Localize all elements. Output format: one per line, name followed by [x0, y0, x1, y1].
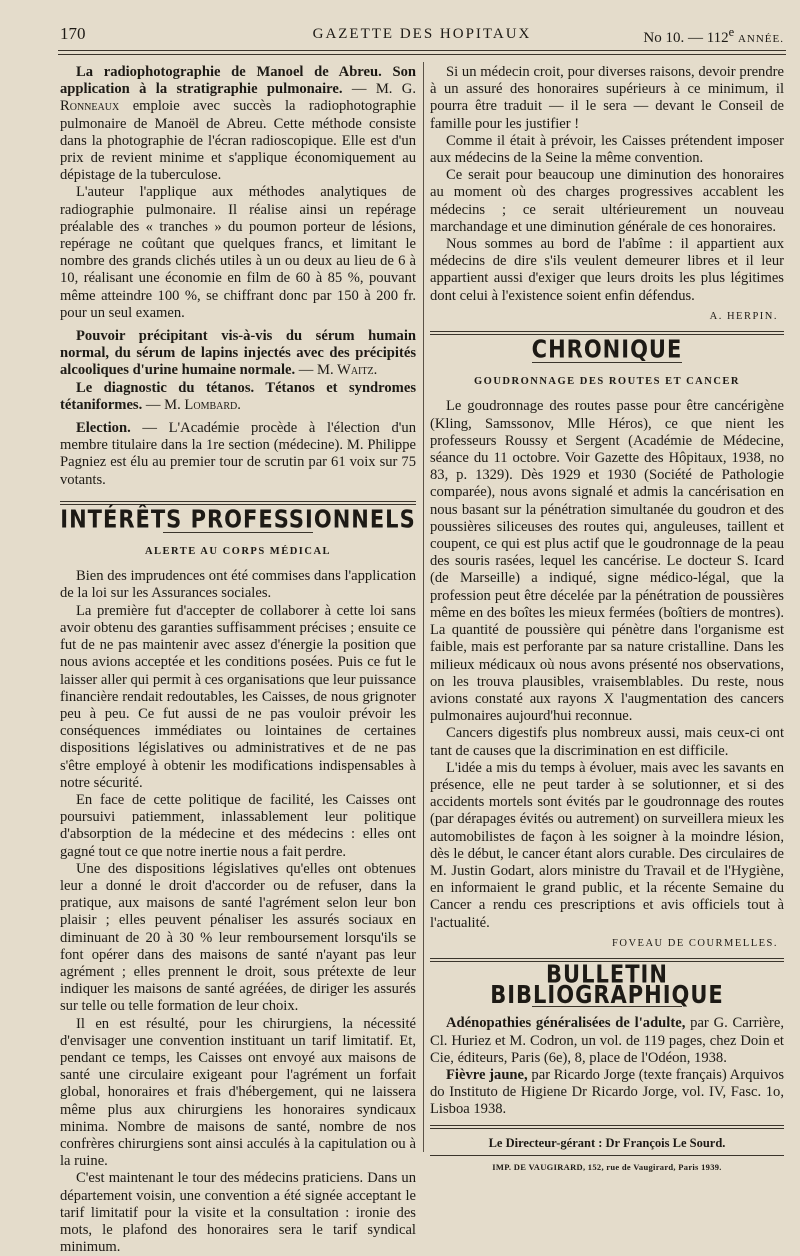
academy-item: L'auteur l'applique aux méthodes analytiques de radiographie pulmonaire. Il réalise ainsi un repérage préalable des « tranches » du poumon porteur de lésions, repérage ne coûtant que quelques francs, et limitant le nombre des grands clichés utiles à un ou deux au lieu de 6 à 10, réalisant une économie en film de 60 à 85 %, pouvant même atteindre 100 %, se chiffrant donc par 150 à 200 fr. pour un seul examen.: [60, 184, 416, 321]
chronique-subtitle: GOUDRONNAGE DES ROUTES ET CANCER: [473, 376, 740, 388]
paragraph: Si un médecin croit, pour diverses raisons, devoir prendre à un assuré des honoraires supérieurs à ce minimum, il pourra être traduit — il le sera — devant le Conseil de famille pour les justifier !: [430, 64, 784, 132]
paragraph: Une des dispositions législatives qu'elles ont obtenues leur a donné le droit d'accorder ou de refuser, dans la pratique, aux maisons de santé l'agrément selon leur bon plaisir ; elles peuvent pénaliser les assurés sociaux en diminuant de 20 à 30 % leur remboursement lorsqu'ils se font opérer dans des maisons de santé n'ayant pas leur agrément ; elles prennent le droit, sous prétexte de leur indiquer les maisons de santé agréées, de diriger les assurés sur telle ou telle formation de leur choix.: [60, 860, 416, 1015]
paragraph: Le goudronnage des routes passe pour être cancérigène (Kling, Samssonov, Mlle Héros), ce que nient les professeurs Roussy et Sergent (Académie de Médecine, séance du 11 octobre. Voir Gazette des Hôpitaux, 1938, no 83, p. 1329). Dès 1929 et 1930 (Société de Pathologie comparée), nous avons signalé et admis la cancérisation en nous basant sur la pénétration simultanée du goudron et des poussières siliceuses des routes qui, anguleuses, taillent et coupent, ce qui est plus actif que le goudronnage de la peau des souris rasées, lequel les cancérise. Le docteur S. Icard (de Marseille) a indiqué, signe médico-légal, que la profession peut être décelée par la pénétration de poussières même en des boîtes les mieux fermées (boîtiers de montres). La quantité de poussière qui pénètre dans l'organisme est faible, mais est perforante par sa nature cristalline. Dans les milieux médicaux où nous avons présenté nos observations, on les trouva plausibles, vraisemblables. Du reste, nous avions constaté aux rayons X l'augmentation des cancers pulmonaires aujourd'hui reconnue.: [430, 398, 784, 725]
paragraph: L'idée a mis du temps à évoluer, mais avec les savants en présence, elle ne peut tarder à se solutionner, et si des accidents mortels sont évités par le goudronnage des routes (par dérapages évités ou autrement) on surveillera mieux les automobilistes de façon à les soigner à la moindre lésion, dès le début, le cancer étant alors curable. Des circulaires de M. Justin Godart, alors ministre du Travail et de l'Hygiène, en informaient le grand public, et la récente Semaine du Cancer a rendu ces prescriptions et avis officiels tout à l'actualité.: [430, 759, 784, 931]
director-line: Le Directeur-gérant : Dr François Le Sourd.: [488, 1135, 726, 1150]
footer-rule: [430, 1155, 784, 1156]
chronique-title: CHRONIQUE: [531, 334, 683, 364]
academy-item: Pouvoir précipitant vis-à-vis du sérum humain normal, du sérum de lapins injectés avec des précipités alcooliques d'urine humaine normale. — M. Waitz.: [60, 328, 416, 379]
author-signature: A. HERPIN.: [709, 310, 778, 322]
paragraph: Cancers digestifs plus nombreux aussi, mais ceux-ci ont tant de causes que la discrimination en est difficile.: [430, 725, 784, 759]
academy-item: Le diagnostic du tétanos. Tétanos et syndromes tétaniformes. — M. Lombard.: [60, 379, 416, 413]
page-number: 170: [60, 24, 86, 43]
section-title: INTÉRÊTS PROFESSIONNELS: [60, 504, 416, 534]
journal-title: GAZETTE DES HOPITAUX: [312, 26, 532, 42]
left-column: [60, 64, 416, 1256]
column-divider: [423, 62, 424, 1152]
academy-item: La radiophotographie de Manoel de Abreu. Son application à la stratigraphie pulmonaire. — M. G. Ronneaux emploie avec succès la radiophotographie pulmonaire de Manoël de Abreu. Cette méthode consiste dans la photographie de l'écran radioscopique. Elle est d'un prix de revient minime et s'applique économiquement au dépistage de la tuberculose.: [60, 64, 416, 184]
paragraph: C'est maintenant le tour des médecins praticiens. Dans un département voisin, une convention a été signée acceptant le tarif limitatif pour la visite et la consultation : ironie des mots, le plafond des honoraires sera le tarif syndical minimum.: [60, 1170, 416, 1256]
paragraph: Ce serait pour beaucoup une diminution des honoraires au moment où des charges progressives accablent les médecins ; ce serait ultérieurement un nouveau marchandage et une diminution générale de ces honoraires.: [430, 167, 784, 235]
header-rule: [58, 50, 786, 51]
header-rule: [58, 54, 786, 55]
biblio-entry: Fièvre jaune, par Ricardo Jorge (texte français) Arquivos do Instituto de Higiene Dr Ricardo Jorge, vol. IV, Fasc. 1o, Lisboa 1938.: [430, 1066, 784, 1118]
paragraph: Nous sommes au bord de l'abîme : il appartient aux médecins de dire s'ils veulent demeurer libres et il leur appartient aussi d'exiger que leurs droits les plus légitimes dont celui à l'existence soient enfin défendus.: [430, 236, 784, 304]
page-header: [60, 24, 784, 46]
author-signature: FOVEAU DE COURMELLES.: [612, 937, 778, 949]
subsection-title: ALERTE AU CORPS MÉDICAL: [144, 546, 332, 558]
right-column: [430, 64, 784, 1176]
paragraph: Il en est résulté, pour les chirurgiens, la nécessité d'envisager une convention instituant un tarif limitatif. Et, pendant ce temps, les Caisses ont envoyé aux maisons de santé une circulaire exigeant pour l'agrément un forfait global, honoraires et frais d'hébergement, qui ne laissera même plus aux chirurgiens les honoraires syndicaux minima. Nombre de maisons de santé, nombre de nos confrères chirurgiens sont ainsi acculés à la capitulation ou à la ruine.: [60, 1015, 416, 1170]
paragraph: Comme il était à prévoir, les Caisses prétendent imposer aux médecins de la Seine la même convention.: [430, 132, 784, 167]
paragraph: Bien des imprudences ont été commises dans l'application de la loi sur les Assurances sociales.: [60, 568, 416, 602]
section-rule: [430, 1125, 784, 1129]
paragraph: La première fut d'accepter de collaborer à cette loi sans avoir obtenu des garanties suffisamment précises ; ensuite ce fut de ne pas maintenir avec assez d'énergie la position que nous avions acceptée et les conditions posées. Puis ce fut le laisser aller qui permit à ces organisations que leur puissance financière rendait redoutables, les Caisses, de nous grignoter peu à peu. Ce fut aussi de ne pas vouloir prévoir les conséquences immédiates ou lointaines de certaines dispositions législatives ou administratives et de ne pas s'être employé à obtenir les modifications indispensables à notre sécurité.: [60, 602, 416, 791]
biblio-entry: Adénopathies généralisées de l'adulte, par G. Carrière, Cl. Huriez et M. Codron, un vol. de 119 pages, chez Doin et Cie, éditeurs, Paris (6e), 8, place de l'Odéon, 1938.: [430, 1015, 784, 1066]
academy-item: Election. — L'Académie procède à l'élection d'un membre titulaire dans la 1re section (médecine). M. Philippe Pagniez est élu au premier tour de scrutin par 61 voix sur 75 votants.: [60, 420, 417, 488]
imprint-line: IMP. DE VAUGIRARD, 152, rue de Vaugirard, Paris 1939.: [492, 1161, 722, 1172]
bulletin-title: BULLETIN BIBLIOGRAPHIQUE: [490, 959, 724, 1010]
paragraph: En face de cette politique de facilité, les Caisses ont poursuivi patiemment, inlassablement leur politique d'absorption de la médecine et des médecins : elles ont gagné tout ce que notre inertie nous a fait perdre.: [60, 791, 416, 860]
issue-number: No 10. — 112e ANNÉE.: [643, 25, 784, 46]
